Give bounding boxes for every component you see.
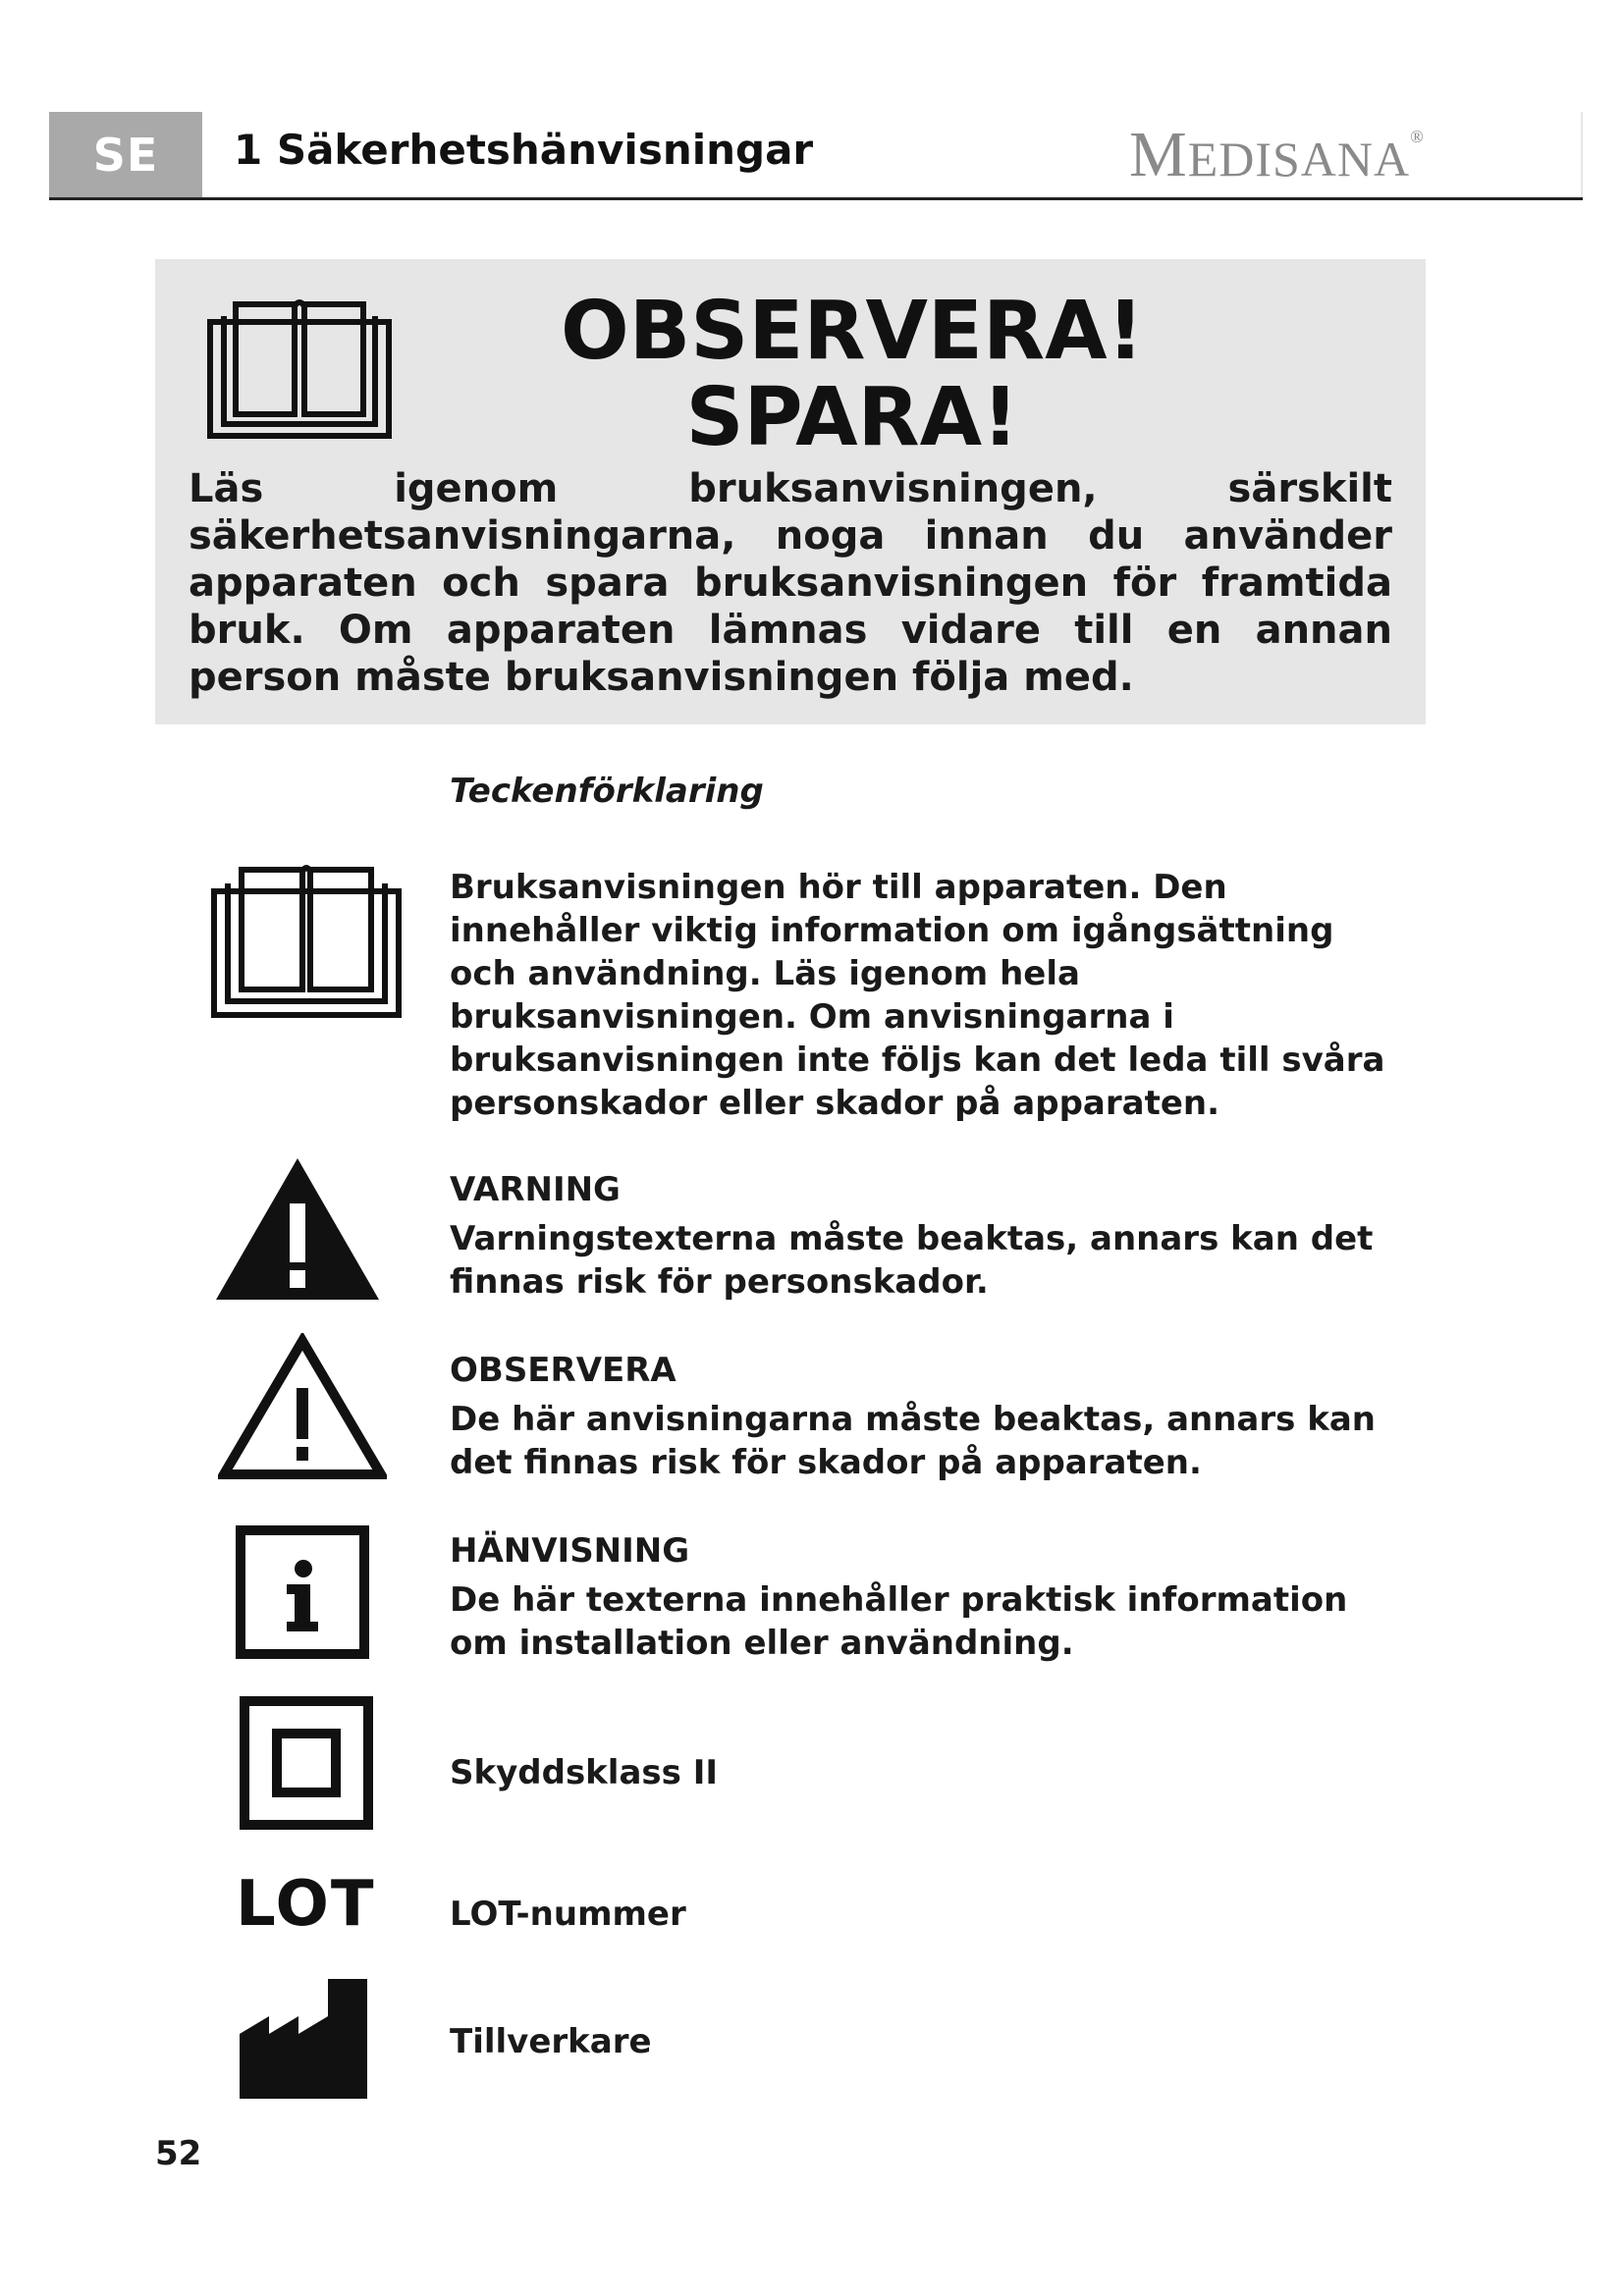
- lot-icon: LOT: [236, 1868, 376, 1941]
- caution-outline-icon: [218, 1333, 387, 1480]
- legend-title: OBSERVERA: [450, 1351, 677, 1390]
- legend-text: Bruksanvisningen hör till apparaten. Den innehåller viktig information om igångsättning och användning. Läs igenom hela bruksanvisningen. Om anvisningarna i bruksanvisningen inte följs kan det leda till svåra personskador eller skador på apparaten.: [450, 868, 1385, 1123]
- header-right-divider: [1581, 112, 1583, 198]
- legend-heading: Teckenförklaring: [450, 772, 764, 811]
- legend-title: VARNING: [450, 1170, 621, 1209]
- manufacturer-icon: [238, 1977, 371, 2101]
- warning-text: Läs igenom bruksanvisningen, särskilt säkerhetsanvisningarna, noga innan du använder apparaten och spara bruksanvisningen för framtida bruk. Om apparaten lämnas vidare till en annan person måste bruksanvisningen följa med.: [189, 466, 1392, 700]
- header-divider: [49, 197, 1583, 200]
- chapter-title: 1 Säkerhetshänvisningar: [234, 126, 814, 174]
- info-icon: [236, 1525, 369, 1659]
- legend-text: De här texterna innehåller praktisk information om installation eller användning.: [450, 1580, 1348, 1663]
- brand-logo: MEDISANA®: [1129, 119, 1425, 190]
- legend-text: De här anvisningarna måste beaktas, annars kan det finnas risk för skador på apparaten.: [450, 1400, 1376, 1482]
- legend-text: Skyddsklass II: [450, 1753, 718, 1792]
- protection-class-ii-icon: [240, 1696, 373, 1830]
- page-header: [49, 112, 1583, 198]
- language-tab: [49, 112, 202, 198]
- legend-text: Varningstexterna måste beaktas, annars kan det finnas risk för personskador.: [450, 1219, 1374, 1302]
- warning-filled-icon: [214, 1156, 381, 1302]
- legend-text: LOT-nummer: [450, 1895, 686, 1934]
- language-code: SE: [92, 129, 159, 182]
- legend-title: HÄNVISNING: [450, 1531, 690, 1571]
- page-number: 52: [155, 2134, 202, 2173]
- save-instructions-box: [155, 259, 1426, 724]
- book-icon: [210, 858, 403, 1021]
- book-icon: [206, 293, 393, 442]
- warning-title: OBSERVERA! SPARA!: [561, 285, 1144, 464]
- legend-text: Tillverkare: [450, 2022, 652, 2061]
